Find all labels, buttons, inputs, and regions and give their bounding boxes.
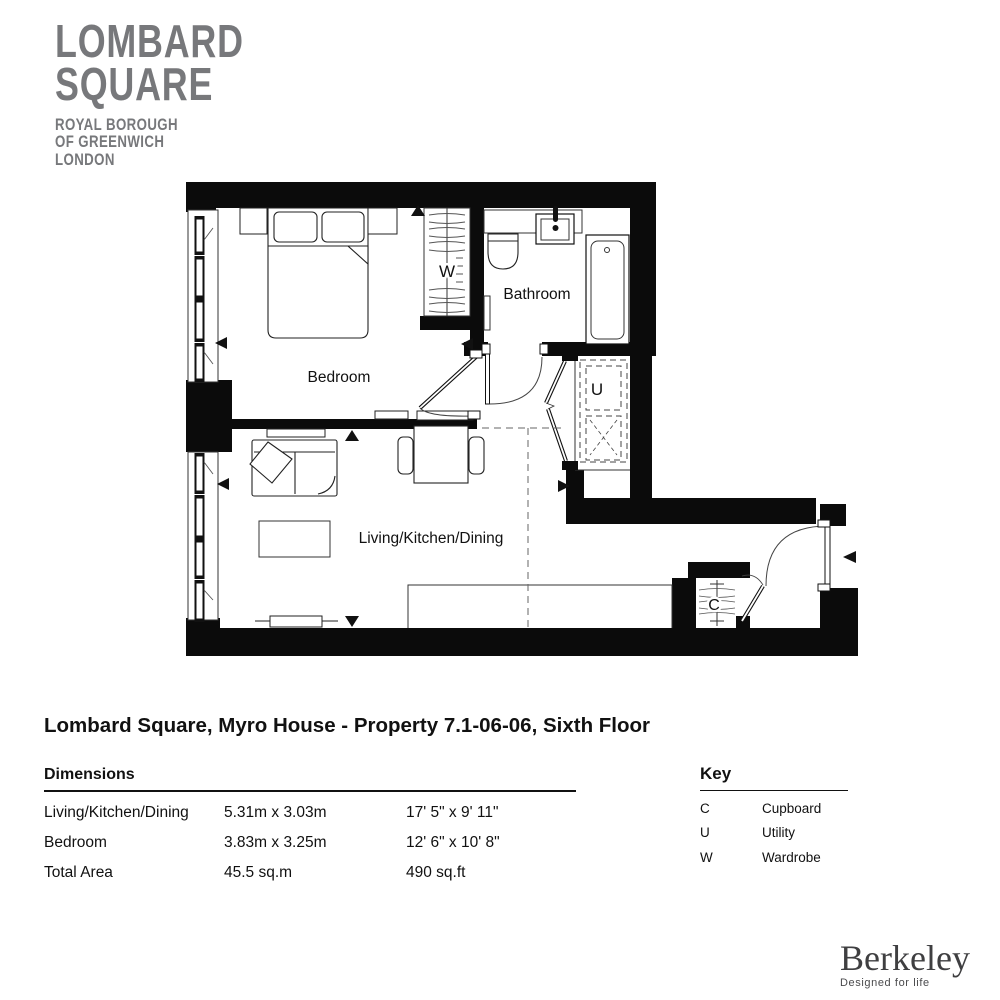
room-name: Living/Kitchen/Dining (44, 804, 189, 821)
arrow-up-icon (345, 430, 359, 441)
logo-line-1: LOMBARD (55, 15, 244, 67)
key-heading: Key (700, 764, 848, 791)
window-living (188, 452, 218, 622)
toilet (488, 234, 518, 269)
logo-sub-2: OF GREENWICH (55, 132, 165, 152)
imperial-size: 17' 5" x 9' 11" (406, 804, 499, 821)
utility-cupboard (546, 352, 630, 470)
table-row (44, 822, 576, 852)
zone-boundary-dashed (482, 428, 566, 628)
bedroom-radiator (375, 411, 408, 419)
kitchen-counter (408, 585, 672, 628)
key-code: C (700, 800, 710, 816)
key-label: Utility (762, 825, 795, 840)
list-item (700, 816, 848, 841)
imperial-size: 490 sq.ft (406, 864, 466, 881)
bed (268, 208, 368, 338)
key-label: Wardrobe (762, 849, 821, 865)
living-radiator (255, 616, 338, 627)
bifold-doors (546, 352, 578, 470)
window-bedroom (188, 210, 218, 382)
table-row (44, 852, 576, 882)
living-label: Living/Kitchen/Dining (358, 530, 504, 547)
dimensions-section (44, 766, 576, 882)
room-name: Total Area (44, 864, 113, 881)
key-label: Cupboard (762, 800, 822, 816)
logo-sub-3: LONDON (55, 150, 115, 170)
arrow-down-icon (345, 616, 359, 627)
brand-name: Berkeley (840, 938, 970, 978)
room-name: Bedroom (44, 834, 107, 851)
sofa-shelf (267, 429, 325, 437)
bedside-table-right (368, 208, 397, 234)
bathroom-label: Bathroom (503, 286, 571, 303)
bathroom-door (486, 354, 543, 404)
utility-label: U (590, 380, 604, 399)
wardrobe-label: W (438, 262, 456, 281)
dining-set (398, 426, 484, 483)
logo-sub-1: ROYAL BOROUGH (55, 114, 178, 134)
arrow-left-icon (217, 478, 229, 490)
entrance-door (766, 526, 830, 586)
key-code: U (700, 825, 710, 840)
faucet (553, 206, 558, 222)
coffee-table (259, 521, 330, 557)
list-item (700, 840, 848, 865)
imperial-size: 12' 6" x 10' 8" (406, 834, 500, 851)
bedroom-label: Bedroom (307, 369, 371, 386)
key-section (700, 764, 848, 865)
page-title: Lombard Square, Myro House - Property 7.1-06-06, Sixth Floor (44, 714, 651, 737)
metric-size: 5.31m x 3.03m (224, 804, 327, 821)
bathroom-fixtures (484, 206, 629, 344)
dimensions-heading: Dimensions (44, 766, 576, 792)
towel-rail (484, 296, 490, 330)
arrow-left-icon (843, 551, 856, 563)
bathtub (586, 235, 629, 344)
bedroom-door (420, 357, 476, 416)
key-code: W (700, 849, 713, 865)
table-row (44, 792, 576, 822)
list-item (700, 791, 848, 816)
metric-size: 3.83m x 3.25m (224, 834, 327, 851)
sofa (250, 440, 337, 496)
brand-tagline: Designed for life (840, 977, 930, 989)
bedside-table-left (240, 208, 267, 234)
cupboard-label: C (708, 597, 720, 614)
berkeley-logo (840, 940, 970, 989)
logo-line-2: SQUARE (55, 57, 214, 110)
metric-size: 45.5 sq.m (224, 864, 293, 881)
